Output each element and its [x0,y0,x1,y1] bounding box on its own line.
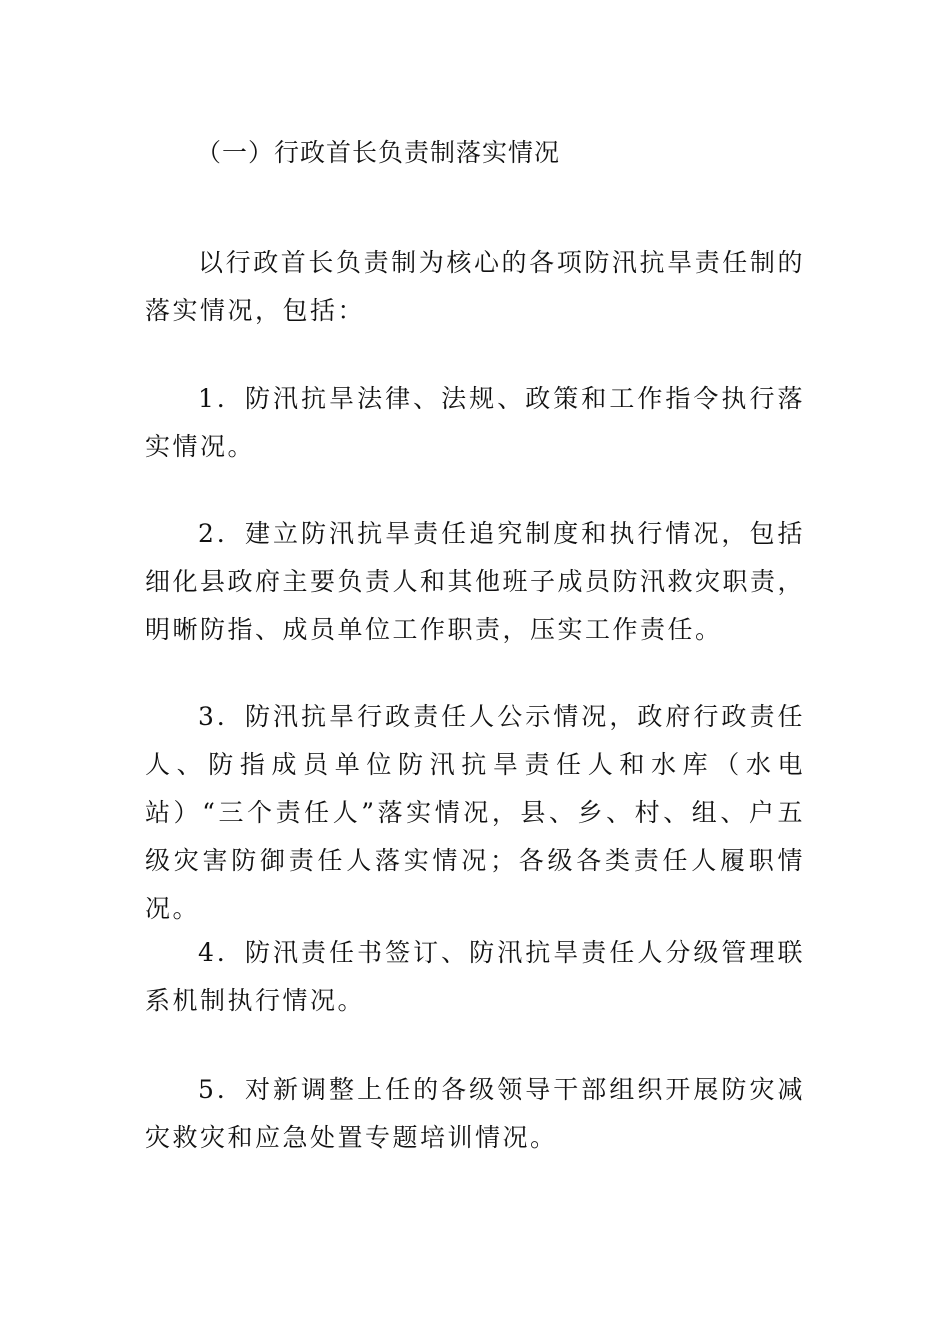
list-item-2: 2．建立防汛抗旱责任追究制度和执行情况，包括细化县政府主要负责人和其他班子成员防汛救灾职责，明晰防指、成员单位工作职责，压实工作责任。 [145,519,806,644]
list-item-4: 4．防汛责任书签订、防汛抗旱责任人分级管理联系机制执行情况。 [145,938,805,1015]
list-item-3: 3．防汛抗旱行政责任人公示情况，政府行政责任人、防指成员单位防汛抗旱责任人和水库（水电站）“三个责任人”落实情况，县、乡、村、组、户五级灾害防御责任人落实情况；各级各类责任人履职情况。 [145,702,805,923]
section-heading: （一）行政首长负责制落实情况 [196,138,561,167]
intro-paragraph: 以行政首长负责制为核心的各项防汛抗旱责任制的落实情况，包括： [145,248,805,325]
list-item-5: 5．对新调整上任的各级领导干部组织开展防灾减灾救灾和应急处置专题培训情况。 [145,1075,805,1152]
list-item-1: 1．防汛抗旱法律、法规、政策和工作指令执行落实情况。 [145,384,805,461]
